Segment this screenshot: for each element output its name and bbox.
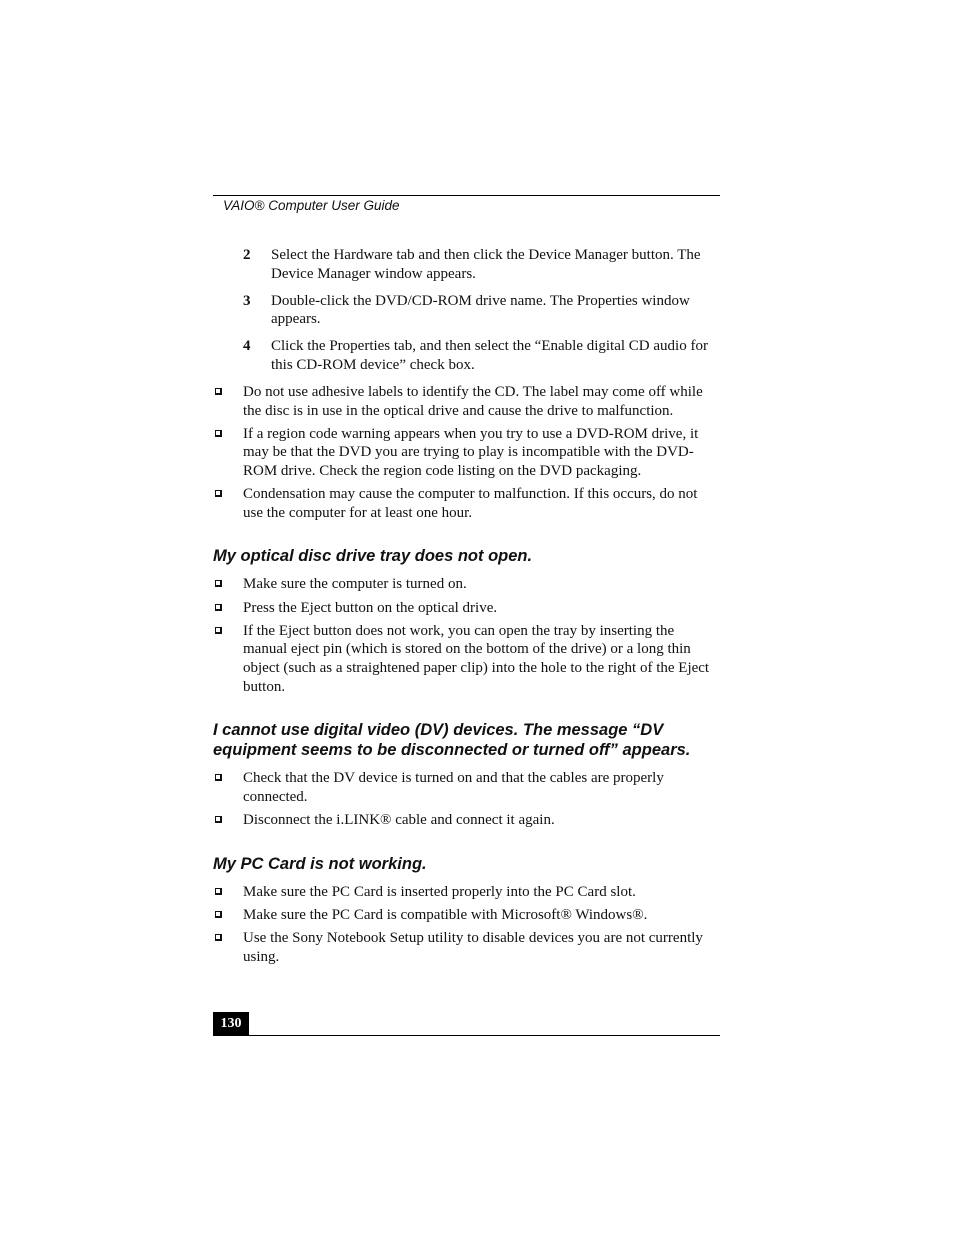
- section-heading-dv: I cannot use digital video (DV) devices. The message “DV equipment seems to be disconnected or turned off” appears.: [213, 721, 691, 760]
- tray-bullet-list: [213, 575, 720, 696]
- list-item-text: Make sure the PC Card is compatible with Microsoft® Windows®.: [243, 906, 648, 923]
- checkbox-bullet-icon: [215, 888, 222, 895]
- checkbox-bullet-icon: [215, 604, 222, 611]
- list-item: [213, 575, 720, 594]
- list-item-text: Condensation may cause the computer to malfunction. If this occurs, do not use the computer for at least one hour.: [243, 486, 698, 521]
- checkbox-bullet-icon: [215, 388, 222, 395]
- step-number: 2: [243, 247, 251, 263]
- checkbox-bullet-icon: [215, 774, 222, 781]
- running-header: VAIO® Computer User Guide: [223, 198, 400, 213]
- checkbox-bullet-icon: [215, 911, 222, 918]
- page-number: 130: [213, 1012, 249, 1036]
- checkbox-bullet-icon: [215, 490, 222, 497]
- list-item-text: Make sure the PC Card is inserted properly into the PC Card slot.: [243, 883, 636, 900]
- list-item-text: Press the Eject button on the optical drive.: [243, 599, 498, 616]
- list-item: [213, 622, 720, 696]
- pc-card-bullet-list: [213, 883, 720, 967]
- list-item-text: Check that the DV device is turned on and that the cables are properly connected.: [243, 770, 664, 805]
- section-heading-tray: My optical disc drive tray does not open.: [213, 547, 533, 566]
- list-item: [213, 929, 720, 966]
- step-item: [213, 292, 720, 329]
- header-rule: [213, 195, 720, 196]
- list-item: [213, 425, 720, 481]
- checkbox-bullet-icon: [215, 934, 222, 941]
- footer-rule: [213, 1035, 720, 1036]
- list-item-text: If a region code warning appears when you try to use a DVD-ROM drive, it may be that the DVD you are trying to play is incompatible with the DVD-ROM drive. Check the region code listing on the DVD packaging.: [243, 425, 699, 480]
- list-item-text: Make sure the computer is turned on.: [243, 576, 467, 593]
- list-item: [213, 383, 720, 420]
- step-number: 4: [243, 338, 251, 355]
- checkbox-bullet-icon: [215, 816, 222, 823]
- step-number: 3: [243, 292, 251, 309]
- list-item: [213, 485, 720, 522]
- list-item: [213, 811, 720, 830]
- step-text: Select the Hardware tab and then click the Device Manager button. The Device Manager window appears.: [271, 247, 701, 282]
- checkbox-bullet-icon: [215, 627, 222, 634]
- step-item: [213, 337, 720, 374]
- list-item-text: Do not use adhesive labels to identify the CD. The label may come off while the disc is in use in the optical drive and cause the drive to malfunction.: [243, 384, 703, 419]
- step-text: Double-click the DVD/CD-ROM drive name. The Properties window appears.: [271, 292, 690, 328]
- list-item: [213, 769, 720, 806]
- checkbox-bullet-icon: [215, 580, 222, 587]
- list-item: [213, 906, 720, 925]
- list-item: [213, 599, 720, 618]
- list-item-text: Disconnect the i.LINK® cable and connect it again.: [243, 811, 555, 828]
- step-item: [213, 246, 720, 283]
- step-list: [213, 246, 720, 375]
- section-heading-pc-card: My PC Card is not working.: [213, 854, 427, 873]
- checkbox-bullet-icon: [215, 430, 222, 437]
- dv-bullet-list: [213, 769, 720, 829]
- page-content: [213, 246, 720, 971]
- intro-bullet-list: [213, 383, 720, 522]
- list-item-text: If the Eject button does not work, you can open the tray by inserting the manual eject pin (which is stored on the bottom of the drive) or a long thin object (such as a straightened paper clip) into the hole to the right of the Eject button.: [243, 622, 710, 695]
- list-item-text: Use the Sony Notebook Setup utility to disable devices you are not currently using.: [243, 929, 703, 965]
- list-item: [213, 883, 720, 902]
- step-text: Click the Properties tab, and then select the “Enable digital CD audio for this CD-ROM device” check box.: [271, 338, 708, 373]
